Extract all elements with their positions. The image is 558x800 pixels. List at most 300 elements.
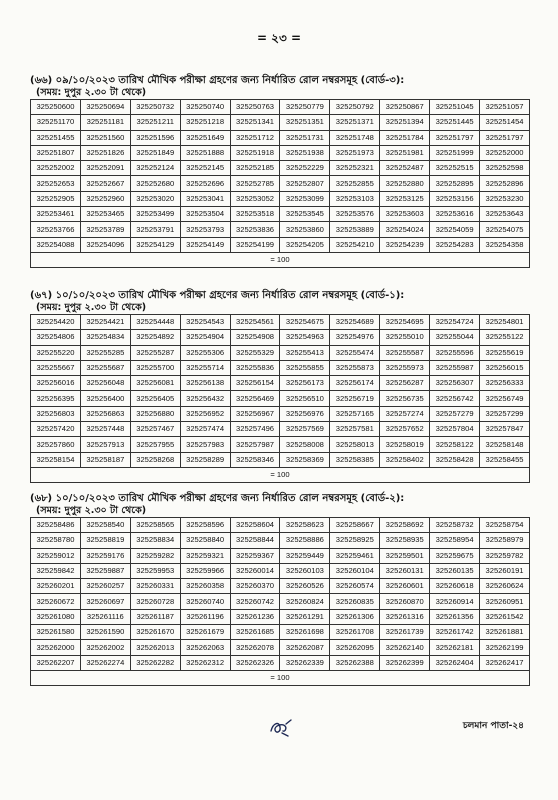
roll-cell: 325250600	[31, 100, 81, 115]
roll-cell: 325256863	[80, 406, 130, 421]
roll-cell: 325252124	[130, 161, 180, 176]
roll-cell: 325256048	[80, 376, 130, 391]
roll-cell: 325262339	[280, 655, 330, 670]
roll-cell: 325259675	[430, 548, 480, 563]
roll-cell: 325254976	[330, 330, 380, 345]
roll-cell: 325261670	[130, 625, 180, 640]
roll-cell: 325252896	[480, 176, 530, 191]
roll-cell: 325259012	[31, 548, 81, 563]
roll-cell: 325258148	[480, 437, 530, 452]
roll-cell: 325262274	[80, 655, 130, 670]
table-row	[31, 161, 530, 176]
roll-cell: 325253230	[480, 191, 530, 206]
roll-cell: 325258692	[380, 518, 430, 533]
roll-cell: 325256735	[380, 391, 430, 406]
roll-cell: 325257569	[280, 422, 330, 437]
roll-cell: 325256173	[280, 376, 330, 391]
roll-cell: 325259842	[31, 563, 81, 578]
roll-cell: 325257987	[230, 437, 280, 452]
roll-cell: 325258667	[330, 518, 380, 533]
roll-cell: 325256880	[130, 406, 180, 421]
roll-cell: 325250792	[330, 100, 380, 115]
roll-cell: 325255587	[380, 345, 430, 360]
roll-cell: 325259887	[80, 563, 130, 578]
roll-cell: 325258623	[280, 518, 330, 533]
roll-cell: 325257496	[230, 422, 280, 437]
roll-cell: 325260618	[430, 579, 480, 594]
roll-cell: 325252598	[480, 161, 530, 176]
roll-cell: 325251218	[180, 115, 230, 130]
roll-cell: 325251938	[280, 145, 330, 160]
roll-cell: 325252091	[80, 161, 130, 176]
roll-cell: 325258935	[380, 533, 430, 548]
roll-cell: 325256287	[380, 376, 430, 391]
roll-cell: 325256967	[230, 406, 280, 421]
roll-cell: 325256803	[31, 406, 81, 421]
roll-cell: 325262417	[480, 655, 530, 670]
table-row	[31, 145, 530, 160]
total-count: = 100	[31, 252, 530, 267]
roll-cell: 325261080	[31, 609, 81, 624]
table-row	[31, 579, 530, 594]
roll-cell: 325252000	[480, 145, 530, 160]
roll-cell: 325260191	[480, 563, 530, 578]
roll-cell: 325259367	[230, 548, 280, 563]
roll-cell: 325258346	[230, 452, 280, 467]
table-row	[31, 330, 530, 345]
roll-cell: 325250779	[280, 100, 330, 115]
roll-cell: 325256081	[130, 376, 180, 391]
roll-cell: 325260370	[230, 579, 280, 594]
roll-cell: 325262181	[430, 640, 480, 655]
roll-cell: 325252960	[80, 191, 130, 206]
roll-cell: 325258954	[430, 533, 480, 548]
roll-cell: 325254834	[80, 330, 130, 345]
roll-cell: 325257860	[31, 437, 81, 452]
roll-cell: 325258289	[180, 452, 230, 467]
roll-cell: 325255619	[480, 345, 530, 360]
roll-cell: 325251351	[280, 115, 330, 130]
roll-cell: 325252229	[280, 161, 330, 176]
roll-cell: 325251748	[330, 130, 380, 145]
roll-cell: 325255714	[180, 360, 230, 375]
roll-cell: 325251731	[280, 130, 330, 145]
roll-cell: 325254239	[380, 237, 430, 252]
roll-cell: 325253836	[230, 222, 280, 237]
roll-cell: 325253156	[430, 191, 480, 206]
roll-cell: 325253518	[230, 207, 280, 222]
roll-cell: 325253860	[280, 222, 330, 237]
total-row	[31, 252, 530, 267]
roll-cell: 325260201	[31, 579, 81, 594]
roll-cell: 325253545	[280, 207, 330, 222]
roll-cell: 325260014	[230, 563, 280, 578]
roll-cell: 325254892	[130, 330, 180, 345]
roll-cell: 325254904	[180, 330, 230, 345]
roll-cell: 325252145	[180, 161, 230, 176]
table-row	[31, 563, 530, 578]
roll-cell: 325253052	[230, 191, 280, 206]
roll-cell: 325255287	[130, 345, 180, 360]
roll-cell: 325250867	[380, 100, 430, 115]
roll-cell: 325252905	[31, 191, 81, 206]
roll-cell: 325259966	[180, 563, 230, 578]
table-row	[31, 345, 530, 360]
section-68	[30, 493, 530, 686]
roll-cell: 325259449	[280, 548, 330, 563]
roll-cell: 325256395	[31, 391, 81, 406]
table-row	[31, 360, 530, 375]
roll-cell: 325258428	[430, 452, 480, 467]
roll-cell: 325251341	[230, 115, 280, 130]
table-row	[31, 207, 530, 222]
roll-cell: 325261542	[480, 609, 530, 624]
roll-cell: 325255836	[230, 360, 280, 375]
table-row	[31, 130, 530, 145]
roll-cell: 325260526	[280, 579, 330, 594]
table-row	[31, 406, 530, 421]
roll-cell: 325259501	[380, 548, 430, 563]
roll-cell: 325262095	[330, 640, 380, 655]
section-title: (৬৮) ১০/১০/২০২৩ তারিখ মৌখিক পরীক্ষা গ্রহণের জন্য নির্ধারিত রোল নম্বরসমূহ (বোর্ড-২):	[30, 493, 405, 504]
roll-cell: 325252680	[130, 176, 180, 191]
roll-cell: 325257913	[80, 437, 130, 452]
roll-cell: 325254963	[280, 330, 330, 345]
roll-cell: 325261316	[380, 609, 430, 624]
table-row	[31, 176, 530, 191]
section-title: (৬৭) ১০/১০/২০২৩ তারিখ মৌখিক পরীক্ষা গ্রহণের জন্য নির্ধারিত রোল নম্বরসমূহ (বোর্ড-১):	[30, 290, 405, 301]
roll-cell: 325258732	[430, 518, 480, 533]
roll-cell: 325262199	[480, 640, 530, 655]
roll-cell: 325261116	[80, 609, 130, 624]
roll-cell: 325254908	[230, 330, 280, 345]
roll-cell: 325253766	[31, 222, 81, 237]
roll-cell: 325258834	[130, 533, 180, 548]
section-title: (৬৬) ০৯/১০/২০২৩ তারিখ মৌখিক পরীক্ষা গ্রহণের জন্য নির্ধারিত রোল নম্বরসমূহ (বোর্ড-৩):	[30, 75, 405, 86]
roll-cell: 325257652	[380, 422, 430, 437]
roll-cell: 325253603	[380, 207, 430, 222]
roll-cell: 325260697	[80, 594, 130, 609]
roll-cell: 325253643	[480, 207, 530, 222]
roll-cell: 325251999	[430, 145, 480, 160]
roll-cell: 325254024	[380, 222, 430, 237]
roll-cell: 325262207	[31, 655, 81, 670]
table-row	[31, 237, 530, 252]
total-count: = 100	[31, 670, 530, 685]
roll-cell: 325258565	[130, 518, 180, 533]
roll-cell: 325260672	[31, 594, 81, 609]
roll-cell: 325250732	[130, 100, 180, 115]
roll-cell: 325254695	[380, 315, 430, 330]
roll-cell: 325253465	[80, 207, 130, 222]
roll-cell: 325253576	[330, 207, 380, 222]
roll-cell: 325258013	[330, 437, 380, 452]
roll-cell: 325252653	[31, 176, 81, 191]
roll-cell: 325257165	[330, 406, 380, 421]
roll-cell: 325257448	[80, 422, 130, 437]
roll-cell: 325262002	[80, 640, 130, 655]
roll-cell: 325259461	[330, 548, 380, 563]
roll-cell: 325251797	[430, 130, 480, 145]
section-time: (সময়: দুপুর ২.৩০ টা থেকে)	[36, 505, 147, 516]
table-row	[31, 518, 530, 533]
roll-cell: 325253791	[130, 222, 180, 237]
roll-cell: 325262078	[230, 640, 280, 655]
roll-cell: 325261881	[480, 625, 530, 640]
table-row	[31, 222, 530, 237]
roll-cell: 325251888	[180, 145, 230, 160]
roll-cell: 325251849	[130, 145, 180, 160]
roll-cell: 325259176	[80, 548, 130, 563]
roll-cell: 325255010	[380, 330, 430, 345]
roll-cell: 325252515	[430, 161, 480, 176]
roll-cell: 325259282	[130, 548, 180, 563]
roll-cell: 325258819	[80, 533, 130, 548]
roll-cell: 325257955	[130, 437, 180, 452]
roll-cell: 325262013	[130, 640, 180, 655]
roll-cell: 325260728	[130, 594, 180, 609]
table-row	[31, 452, 530, 467]
roll-cell: 325260742	[230, 594, 280, 609]
roll-cell: 325258385	[330, 452, 380, 467]
roll-cell: 325255220	[31, 345, 81, 360]
roll-cell: 325256400	[80, 391, 130, 406]
roll-cell: 325256333	[480, 376, 530, 391]
roll-cell: 325262404	[430, 655, 480, 670]
roll-cell: 325252696	[180, 176, 230, 191]
roll-cell: 325254283	[430, 237, 480, 252]
roll-cell: 325258019	[380, 437, 430, 452]
roll-cell: 325255413	[280, 345, 330, 360]
roll-cell: 325261698	[280, 625, 330, 640]
roll-cell: 325260740	[180, 594, 230, 609]
roll-cell: 325254689	[330, 315, 380, 330]
roll-cell: 325256174	[330, 376, 380, 391]
roll-cell: 325257279	[430, 406, 480, 421]
roll-cell: 325251170	[31, 115, 81, 130]
roll-cell: 325256952	[180, 406, 230, 421]
roll-cell: 325250763	[230, 100, 280, 115]
roll-cell: 325250694	[80, 100, 130, 115]
roll-cell: 325261236	[230, 609, 280, 624]
roll-cell: 325260104	[330, 563, 380, 578]
roll-cell: 325258486	[31, 518, 81, 533]
roll-cell: 325261590	[80, 625, 130, 640]
roll-cell: 325253616	[430, 207, 480, 222]
roll-cell: 325262282	[130, 655, 180, 670]
roll-cell: 325254806	[31, 330, 81, 345]
roll-cell: 325253099	[280, 191, 330, 206]
roll-cell: 325253793	[180, 222, 230, 237]
roll-cell: 325261708	[330, 625, 380, 640]
roll-cell: 325258402	[380, 452, 430, 467]
roll-cell: 325251445	[430, 115, 480, 130]
roll-cell: 325257467	[130, 422, 180, 437]
roll-cell: 325255687	[80, 360, 130, 375]
roll-cell: 325257847	[480, 422, 530, 437]
roll-cell: 325251454	[480, 115, 530, 130]
roll-cell: 325258008	[280, 437, 330, 452]
table-row	[31, 548, 530, 563]
roll-cell: 325261196	[180, 609, 230, 624]
roll-cell: 325252002	[31, 161, 81, 176]
roll-cell: 325260601	[380, 579, 430, 594]
roll-cell: 325260574	[330, 579, 380, 594]
roll-cell: 325262140	[380, 640, 430, 655]
roll-cell: 325253020	[130, 191, 180, 206]
roll-cell: 325252185	[230, 161, 280, 176]
roll-cell: 325253461	[31, 207, 81, 222]
roll-cell: 325251181	[80, 115, 130, 130]
roll-cell: 325258369	[280, 452, 330, 467]
roll-cell: 325260103	[280, 563, 330, 578]
total-row	[31, 670, 530, 685]
roll-cell: 325251784	[380, 130, 430, 145]
roll-cell: 325251807	[31, 145, 81, 160]
roll-cell: 325260870	[380, 594, 430, 609]
roll-cell: 325254210	[330, 237, 380, 252]
roll-cell: 325256749	[480, 391, 530, 406]
roll-cell: 325251560	[80, 130, 130, 145]
roll-cell: 325255855	[280, 360, 330, 375]
roll-cell: 325251394	[380, 115, 430, 130]
roll-cell: 325255973	[380, 360, 430, 375]
roll-cell: 325256154	[230, 376, 280, 391]
total-row	[31, 467, 530, 482]
roll-cell: 325252667	[80, 176, 130, 191]
roll-cell: 325262399	[380, 655, 430, 670]
roll-cell: 325255474	[330, 345, 380, 360]
roll-cell: 325251596	[130, 130, 180, 145]
roll-cell: 325256469	[230, 391, 280, 406]
roll-cell: 325255122	[480, 330, 530, 345]
roll-cell: 325257581	[330, 422, 380, 437]
roll-cell: 325256016	[31, 376, 81, 391]
roll-cell: 325257804	[430, 422, 480, 437]
roll-cell: 325251712	[230, 130, 280, 145]
roll-cell: 325251797	[480, 130, 530, 145]
roll-table	[30, 314, 530, 483]
roll-cell: 325261306	[330, 609, 380, 624]
roll-cell: 325252785	[230, 176, 280, 191]
roll-cell: 325258925	[330, 533, 380, 548]
roll-cell: 325254801	[480, 315, 530, 330]
section-66	[30, 75, 530, 268]
roll-cell: 325255329	[230, 345, 280, 360]
roll-cell: 325258596	[180, 518, 230, 533]
roll-cell: 325254421	[80, 315, 130, 330]
roll-cell: 325255700	[130, 360, 180, 375]
roll-cell: 325262087	[280, 640, 330, 655]
roll-cell: 325260358	[180, 579, 230, 594]
roll-cell: 325261679	[180, 625, 230, 640]
roll-cell: 325258754	[480, 518, 530, 533]
table-row	[31, 191, 530, 206]
roll-cell: 325252807	[280, 176, 330, 191]
roll-cell: 325257299	[480, 406, 530, 421]
roll-cell: 325250740	[180, 100, 230, 115]
roll-cell: 325255306	[180, 345, 230, 360]
roll-cell: 325258604	[230, 518, 280, 533]
table-row	[31, 100, 530, 115]
roll-cell: 325254543	[180, 315, 230, 330]
table-row	[31, 376, 530, 391]
roll-cell: 325255596	[430, 345, 480, 360]
roll-cell: 325256138	[180, 376, 230, 391]
roll-cell: 325260914	[430, 594, 480, 609]
roll-cell: 325261685	[230, 625, 280, 640]
roll-cell: 325260257	[80, 579, 130, 594]
roll-cell: 325254096	[80, 237, 130, 252]
signature-mark	[268, 717, 294, 739]
table-row	[31, 391, 530, 406]
table-row	[31, 625, 530, 640]
roll-cell: 325254561	[230, 315, 280, 330]
roll-cell: 325256307	[430, 376, 480, 391]
roll-cell: 325253789	[80, 222, 130, 237]
roll-cell: 325256432	[180, 391, 230, 406]
roll-cell: 325258979	[480, 533, 530, 548]
roll-cell: 325261742	[430, 625, 480, 640]
roll-cell: 325254724	[430, 315, 480, 330]
roll-cell: 325260951	[480, 594, 530, 609]
page-number: = ২৩ =	[256, 31, 302, 45]
table-row	[31, 655, 530, 670]
roll-cell: 325255987	[430, 360, 480, 375]
table-row	[31, 437, 530, 452]
roll-cell: 325255285	[80, 345, 130, 360]
roll-cell: 325254088	[31, 237, 81, 252]
roll-cell: 325257474	[180, 422, 230, 437]
roll-cell: 325256405	[130, 391, 180, 406]
roll-cell: 325251455	[31, 130, 81, 145]
section-time: (সময়: দুপুর ২.৩০ টা থেকে)	[36, 302, 147, 313]
roll-cell: 325256015	[480, 360, 530, 375]
roll-cell: 325251057	[480, 100, 530, 115]
roll-cell: 325254448	[130, 315, 180, 330]
roll-cell: 325262063	[180, 640, 230, 655]
roll-cell: 325251371	[330, 115, 380, 130]
roll-cell: 325260624	[480, 579, 530, 594]
roll-cell: 325260835	[330, 594, 380, 609]
roll-cell: 325252880	[380, 176, 430, 191]
roll-cell: 325254358	[480, 237, 530, 252]
roll-cell: 325257983	[180, 437, 230, 452]
roll-cell: 325259953	[130, 563, 180, 578]
section-time: (সময়: দুপুর ২.৩০ টা থেকে)	[36, 87, 147, 98]
roll-cell: 325256976	[280, 406, 330, 421]
roll-cell: 325261291	[280, 609, 330, 624]
table-row	[31, 640, 530, 655]
roll-cell: 325257274	[380, 406, 430, 421]
roll-cell: 325259321	[180, 548, 230, 563]
continued-page-note: চলমান পাতা-২৪	[462, 721, 524, 731]
roll-cell: 325251045	[430, 100, 480, 115]
roll-cell: 325262000	[31, 640, 81, 655]
roll-cell: 325254059	[430, 222, 480, 237]
table-row	[31, 115, 530, 130]
roll-cell: 325254205	[280, 237, 330, 252]
roll-cell: 325258780	[31, 533, 81, 548]
roll-cell: 325252487	[380, 161, 430, 176]
roll-cell: 325253041	[180, 191, 230, 206]
roll-cell: 325251211	[130, 115, 180, 130]
roll-cell: 325259782	[480, 548, 530, 563]
roll-table	[30, 517, 530, 686]
roll-cell: 325258844	[230, 533, 280, 548]
roll-cell: 325255044	[430, 330, 480, 345]
roll-cell: 325258268	[130, 452, 180, 467]
